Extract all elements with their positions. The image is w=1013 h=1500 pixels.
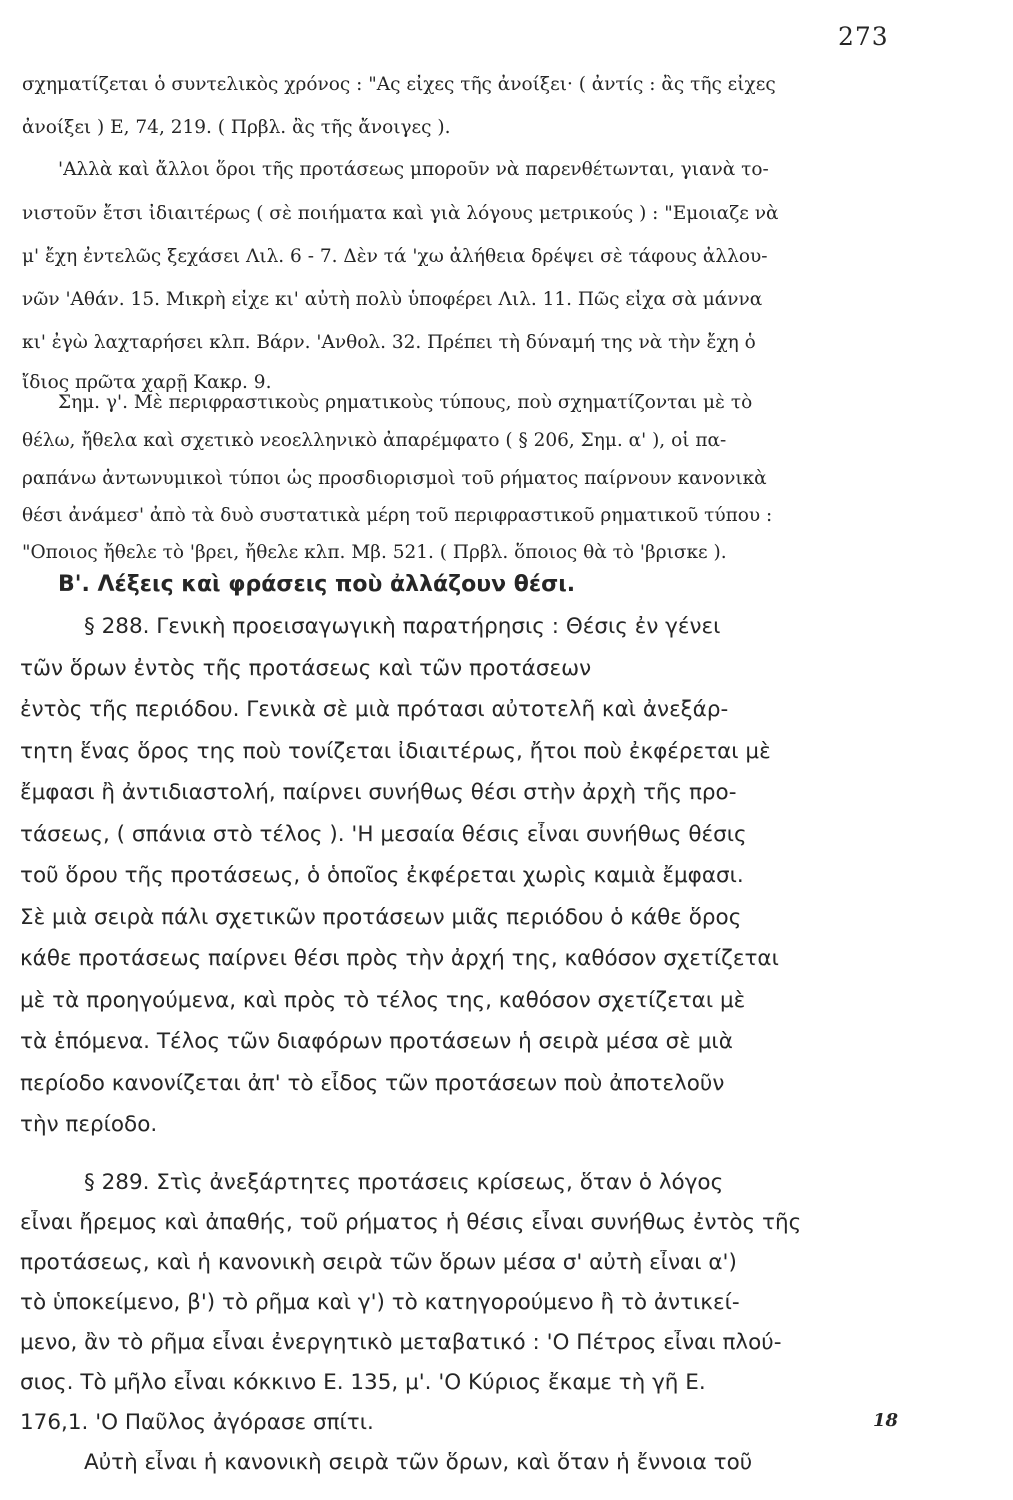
text-line: προτάσεως, καὶ ἡ κανονικὴ σειρὰ τῶν ὅρων μέσα σ' αὐτὴ εἶναι α')	[20, 1250, 737, 1275]
text-line: τὸ ὑποκείμενο, β') τὸ ρῆμα καὶ γ') τὸ κατηγορούμενο ἢ τὸ ἀντικεί-	[20, 1290, 740, 1315]
page-number: 273	[838, 22, 889, 51]
text-line: περίοδο κανονίζεται ἀπ' τὸ εἶδος τῶν προτάσεων ποὺ ἀποτελοῦν	[20, 1071, 725, 1096]
text-line: εἶναι ἤρεμος καὶ ἀπαθής, τοῦ ρήματος ἡ θέσις εἶναι συνήθως ἐντὸς τῆς	[20, 1210, 802, 1235]
text-line: θέλω, ἤθελα καὶ σχετικὸ νεοελληνικὸ ἀπαρέμφατο ( § 206, Σημ. α' ), οἱ πα-	[22, 430, 727, 451]
text-line: ραπάνω ἀντωνυμικοὶ τύποι ὡς προσδιορισμοὶ τοῦ ρήματος παίρνουν κανονικὰ	[22, 468, 767, 489]
text-line: σχηματίζεται ὁ συντελικὸς χρόνος : "Ας εἶχες τῆς ἀνοίξει· ( ἀντίς : ἂς τῆς εἶχες	[22, 74, 776, 95]
text-line: τὴν περίοδο.	[20, 1112, 158, 1137]
text-line: μενο, ἂν τὸ ρῆμα εἶναι ἐνεργητικὸ μεταβατικό : 'Ο Πέτρος εἶναι πλού-	[20, 1330, 782, 1355]
text-line: τάσεως, ( σπάνια στὸ τέλος ). 'Η μεσαία θέσις εἶναι συνήθως θέσις	[20, 822, 747, 847]
text-line: τητη ἕνας ὅρος της ποὺ τονίζεται ἰδιαιτέρως, ἤτοι ποὺ ἐκφέρεται μὲ	[20, 739, 771, 764]
text-line: Σὲ μιὰ σειρὰ πάλι σχετικῶν προτάσεων μιᾶς περιόδου ὁ κάθε ὅρος	[20, 905, 742, 930]
text-line: μὲ τὰ προηγούμενα, καὶ πρὸς τὸ τέλος της, καθόσον σχετίζεται μὲ	[20, 988, 746, 1013]
text-line: 176,1. 'Ο Παῦλος ἀγόρασε σπίτι.	[20, 1410, 374, 1435]
text-line: ἴδιος πρῶτα χαρῇ Κακρ. 9.	[22, 372, 272, 393]
text-line: "Οποιος ἤθελε τὸ 'βρει, ἤθελε κλπ. Μβ. 521. ( Πρβλ. ὅποιος θὰ τὸ 'βρισκε ).	[22, 542, 727, 563]
text-line: νιστοῦν ἔτσι ἰδιαιτέρως ( σὲ ποιήματα καὶ γιὰ λόγους μετρικούς ) : "Εμοιαζε νὰ	[22, 203, 779, 224]
text-line: ἀνοίξει ) Ε, 74, 219. ( Πρβλ. ἂς τῆς ἄνοιγες ).	[22, 117, 451, 138]
signature-mark: 18	[873, 1410, 899, 1431]
section-heading: Β'. Λέξεις καὶ φράσεις ποὺ ἀλλάζουν θέσι.	[58, 572, 576, 597]
text-line: ἐντὸς τῆς περιόδου. Γενικὰ σὲ μιὰ πρότασι αὐτοτελῆ καὶ ἀνεξάρ-	[20, 697, 729, 722]
text-line: τοῦ ὅρου τῆς προτάσεως, ὁ ὁποῖος ἐκφέρεται χωρὶς καμιὰ ἔμφασι.	[20, 863, 744, 888]
text-line: σιος. Τὸ μῆλο εἶναι κόκκινο Ε. 135, μ'. 'Ο Κύριος ἔκαμε τὴ γῆ Ε.	[20, 1370, 706, 1395]
text-line: Σημ. γ'. Μὲ περιφραστικοὺς ρηματικοὺς τύπους, ποὺ σχηματίζονται μὲ τὸ	[58, 392, 753, 413]
text-line: θέσι ἀνάμεσ' ἀπὸ τὰ δυὸ συστατικὰ μέρη τοῦ περιφραστικοῦ ρηματικοῦ τύπου :	[22, 505, 773, 526]
text-line: μ' ἔχη ἐντελῶς ξεχάσει Λιλ. 6 - 7. Δὲν τά 'χω ἀλήθεια δρέψει σὲ τάφους ἀλλου-	[22, 246, 768, 267]
text-line: τῶν ὅρων ἐντὸς τῆς προτάσεως καὶ τῶν προτάσεων	[20, 656, 592, 681]
text-line: Αὐτὴ εἶναι ἡ κανονικὴ σειρὰ τῶν ὅρων, καὶ ὅταν ἡ ἔννοια τοῦ	[84, 1450, 753, 1475]
text-line: § 289. Στὶς ἀνεξάρτητες προτάσεις κρίσεως, ὅταν ὁ λόγος	[84, 1170, 724, 1195]
text-line: § 288. Γενικὴ προεισαγωγικὴ παρατήρησις : Θέσις ἐν γένει	[84, 614, 721, 639]
text-line: ἔμφασι ἢ ἀντιδιαστολή, παίρνει συνήθως θέσι στὴν ἀρχὴ τῆς προ-	[20, 780, 737, 805]
text-line: τὰ ἑπόμενα. Τέλος τῶν διαφόρων προτάσεων ἡ σειρὰ μέσα σὲ μιὰ	[20, 1029, 733, 1054]
text-line: νῶν 'Αθάν. 15. Μικρὴ εἶχε κι' αὐτὴ πολὺ ὑποφέρει Λιλ. 11. Πῶς εἶχα σὰ μάννα	[22, 289, 763, 310]
text-line: 'Αλλὰ καὶ ἄλλοι ὅροι τῆς προτάσεως μποροῦν νὰ παρενθέτωνται, γιανὰ το-	[58, 159, 769, 180]
text-line: κι' ἐγὼ λαχταρήσει κλπ. Βάρν. 'Ανθολ. 32. Πρέπει τὴ δύναμή της νὰ τὴν ἔχη ὁ	[22, 332, 756, 353]
text-line: κάθε προτάσεως παίρνει θέσι πρὸς τὴν ἀρχή της, καθόσον σχετίζεται	[20, 946, 779, 971]
